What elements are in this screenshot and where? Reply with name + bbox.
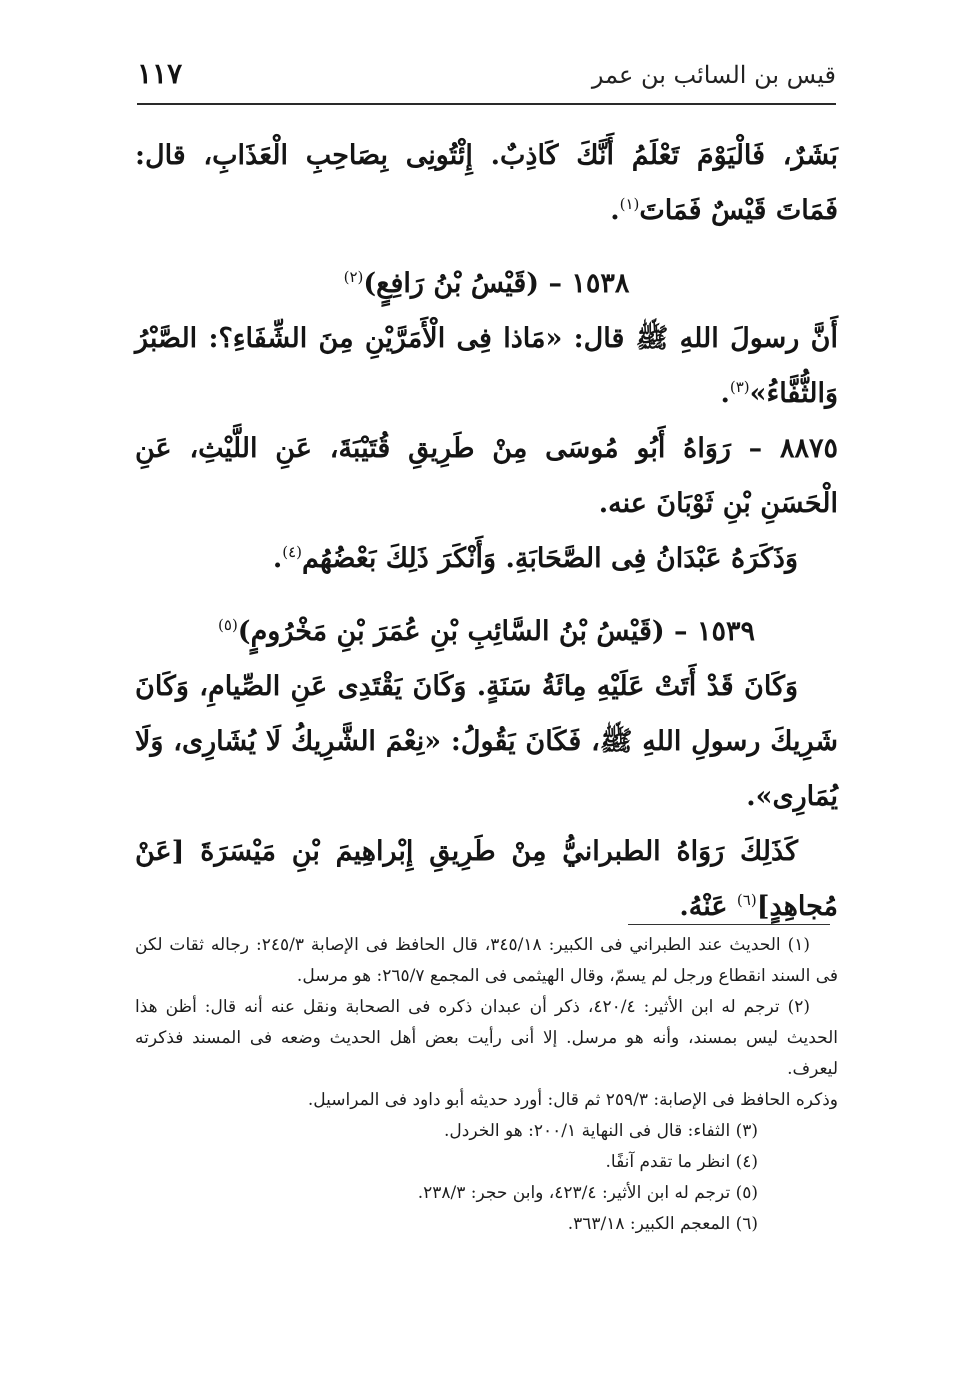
dhikr-paragraph: وَذَكَرَهُ عَبْدَانُ فِى الصَّحَابَةِ. وَأَنْكَرَ ذَلِكَ بَعْضُهُم$^{(٤)}$. <box>272 543 798 574</box>
spacer <box>135 586 838 604</box>
main-text <box>135 128 838 934</box>
footnotes <box>135 930 838 1240</box>
hadith-text: أَنَّ رسولَ اللهِ ﷺ قال: «مَاذا فِى الْأَمَرَّيْنِ مِنَ الشِّفَاءِ؟: الصَّبْرُ وَالثُّفَّاءُ» <box>135 323 838 409</box>
entry-heading-1538 <box>135 256 838 311</box>
riwaya-paragraph <box>135 824 838 934</box>
footnote-ref: (١) <box>619 195 640 213</box>
running-title: قيس بن السائب بن عمر <box>591 61 836 89</box>
entry-heading-1539 <box>135 604 838 659</box>
dhikr-text: وَذَكَرَهُ عَبْدَانُ فِى الصَّحَابَةِ. وَأَنْكَرَ ذَلِكَ بَعْضُهُم <box>302 543 798 574</box>
footnote-4: (٤) انظر ما تقدم آنفًا. <box>605 1152 758 1172</box>
paragraph-text: بَشَرٌ، فَالْيَوْمَ تَعْلَمُ أَنَّكَ كَاذِبٌ. إِئْتُونِى بِصَاحِبِ الْعَذَابِ، قال: فَمَاتَ قَيْسٌ فَمَاتَ <box>135 140 838 226</box>
footnote-ref: (٣) <box>729 378 750 396</box>
footnote-ref: (٦) <box>736 891 757 909</box>
footnote-2-continuation: وذكره الحافظ فى الإصابة: ٢٥٩/٣ ثم قال: أورد حديثه أبو داود فى المراسيل. <box>307 1090 838 1110</box>
footnote-6: (٦) المعجم الكبير: ٣٦٣/١٨. <box>567 1214 758 1234</box>
running-header <box>137 55 836 105</box>
riwaya-end: عَنْهُ. <box>679 891 728 922</box>
paragraph-continuation: بَشَرٌ، فَالْيَوْمَ تَعْلَمُ أَنَّكَ كَاذِبٌ. إِئْتُونِى بِصَاحِبِ الْعَذَابِ، قال: فَمَاتَ قَيْسٌ فَمَاتَ$^{(١)}$. <box>135 140 838 226</box>
footnote-1: (١) الحديث عند الطبراني فى الكبير: ٣٤٥/١٨، قال الحافظ فى الإصابة ٢٤٥/٣: رجاله ثقات لكن فى السند انقطاع ورجل لم يسمّ، وقال الهيثمى فى المجمع ٢٦٥/٧: هو مرسل. <box>135 935 838 986</box>
spacer <box>135 238 838 256</box>
entry-heading-text: ١٥٣٨ – (قَيْسُ بْنُ رَافِعٍ) <box>363 268 630 299</box>
footnote-5: (٥) ترجم له ابن الأثير: ٤٢٣/٤، وابن حجر: ٢٣٨/٣. <box>417 1183 758 1203</box>
narration-8875: ٨٨٧٥ – رَوَاهُ أَبُو مُوسَى مِنْ طَرِيقِ قُتَيْبَةَ، عَنِ اللَّيْثِ، عَنِ الْحَسَنِ بْنِ ثَوْبَانَ عنه. <box>135 433 838 519</box>
riwaya-text: كَذَلِكَ رَوَاهُ الطبرانيُّ مِنْ طَرِيقِ إِبْراهِيمَ بْنِ مَيْسَرَةَ [عَنْ مُجاهِدٍ] <box>135 836 838 922</box>
footnote-3: (٣) الثفاء: قال فى النهاية ٢٠٠/١: هو الخردل. <box>444 1121 758 1141</box>
hadith-text-1538: أَنَّ رسولَ اللهِ ﷺ قال: «مَاذا فِى الْأَمَرَّيْنِ مِنَ الشِّفَاءِ؟: الصَّبْرُ وَالثُّفَّاءُ»$^{(٣)}$. <box>135 323 838 409</box>
footnote-ref: (٢) <box>343 268 364 286</box>
footnote-divider <box>628 924 830 925</box>
page-number: ١١٧ <box>137 57 183 90</box>
footnote-ref: (٤) <box>282 543 303 561</box>
hadith-text-1539: وَكَانَ قَدْ أَتَتْ عَلَيْهِ مِائَةُ سَنَةٍ. وَكَانَ يَقْتَدِى عَنِ الصِّيامِ، وَكَانَ شَرِيكَ رسولِ اللهِ ﷺ، فَكَانَ يَقُولُ: «نِعْمَ الشَّرِيكُ لَا يُشَارِى، وَلَا يُمَارِى». <box>135 671 838 812</box>
footnote-2: (٢) ترجم له ابن الأثير: ٤٢٠/٤، ذكر أن عبدان ذكره فى الصحابة ونقل عنه أنه قال: أظن هذا الحديث ليس بمسند، وأنه هو مرسل. إلا أنى رأيت بعض أهل الحديث وضعه فى المسند فذكرته ليعرف. <box>135 997 838 1079</box>
entry-heading-text: ١٥٣٩ – (قَيْسُ بْنُ السَّائِبِ بْنِ عُمَرَ بْنِ مَخْرُومٍ) <box>237 616 755 647</box>
footnote-ref: (٥) <box>218 616 238 634</box>
